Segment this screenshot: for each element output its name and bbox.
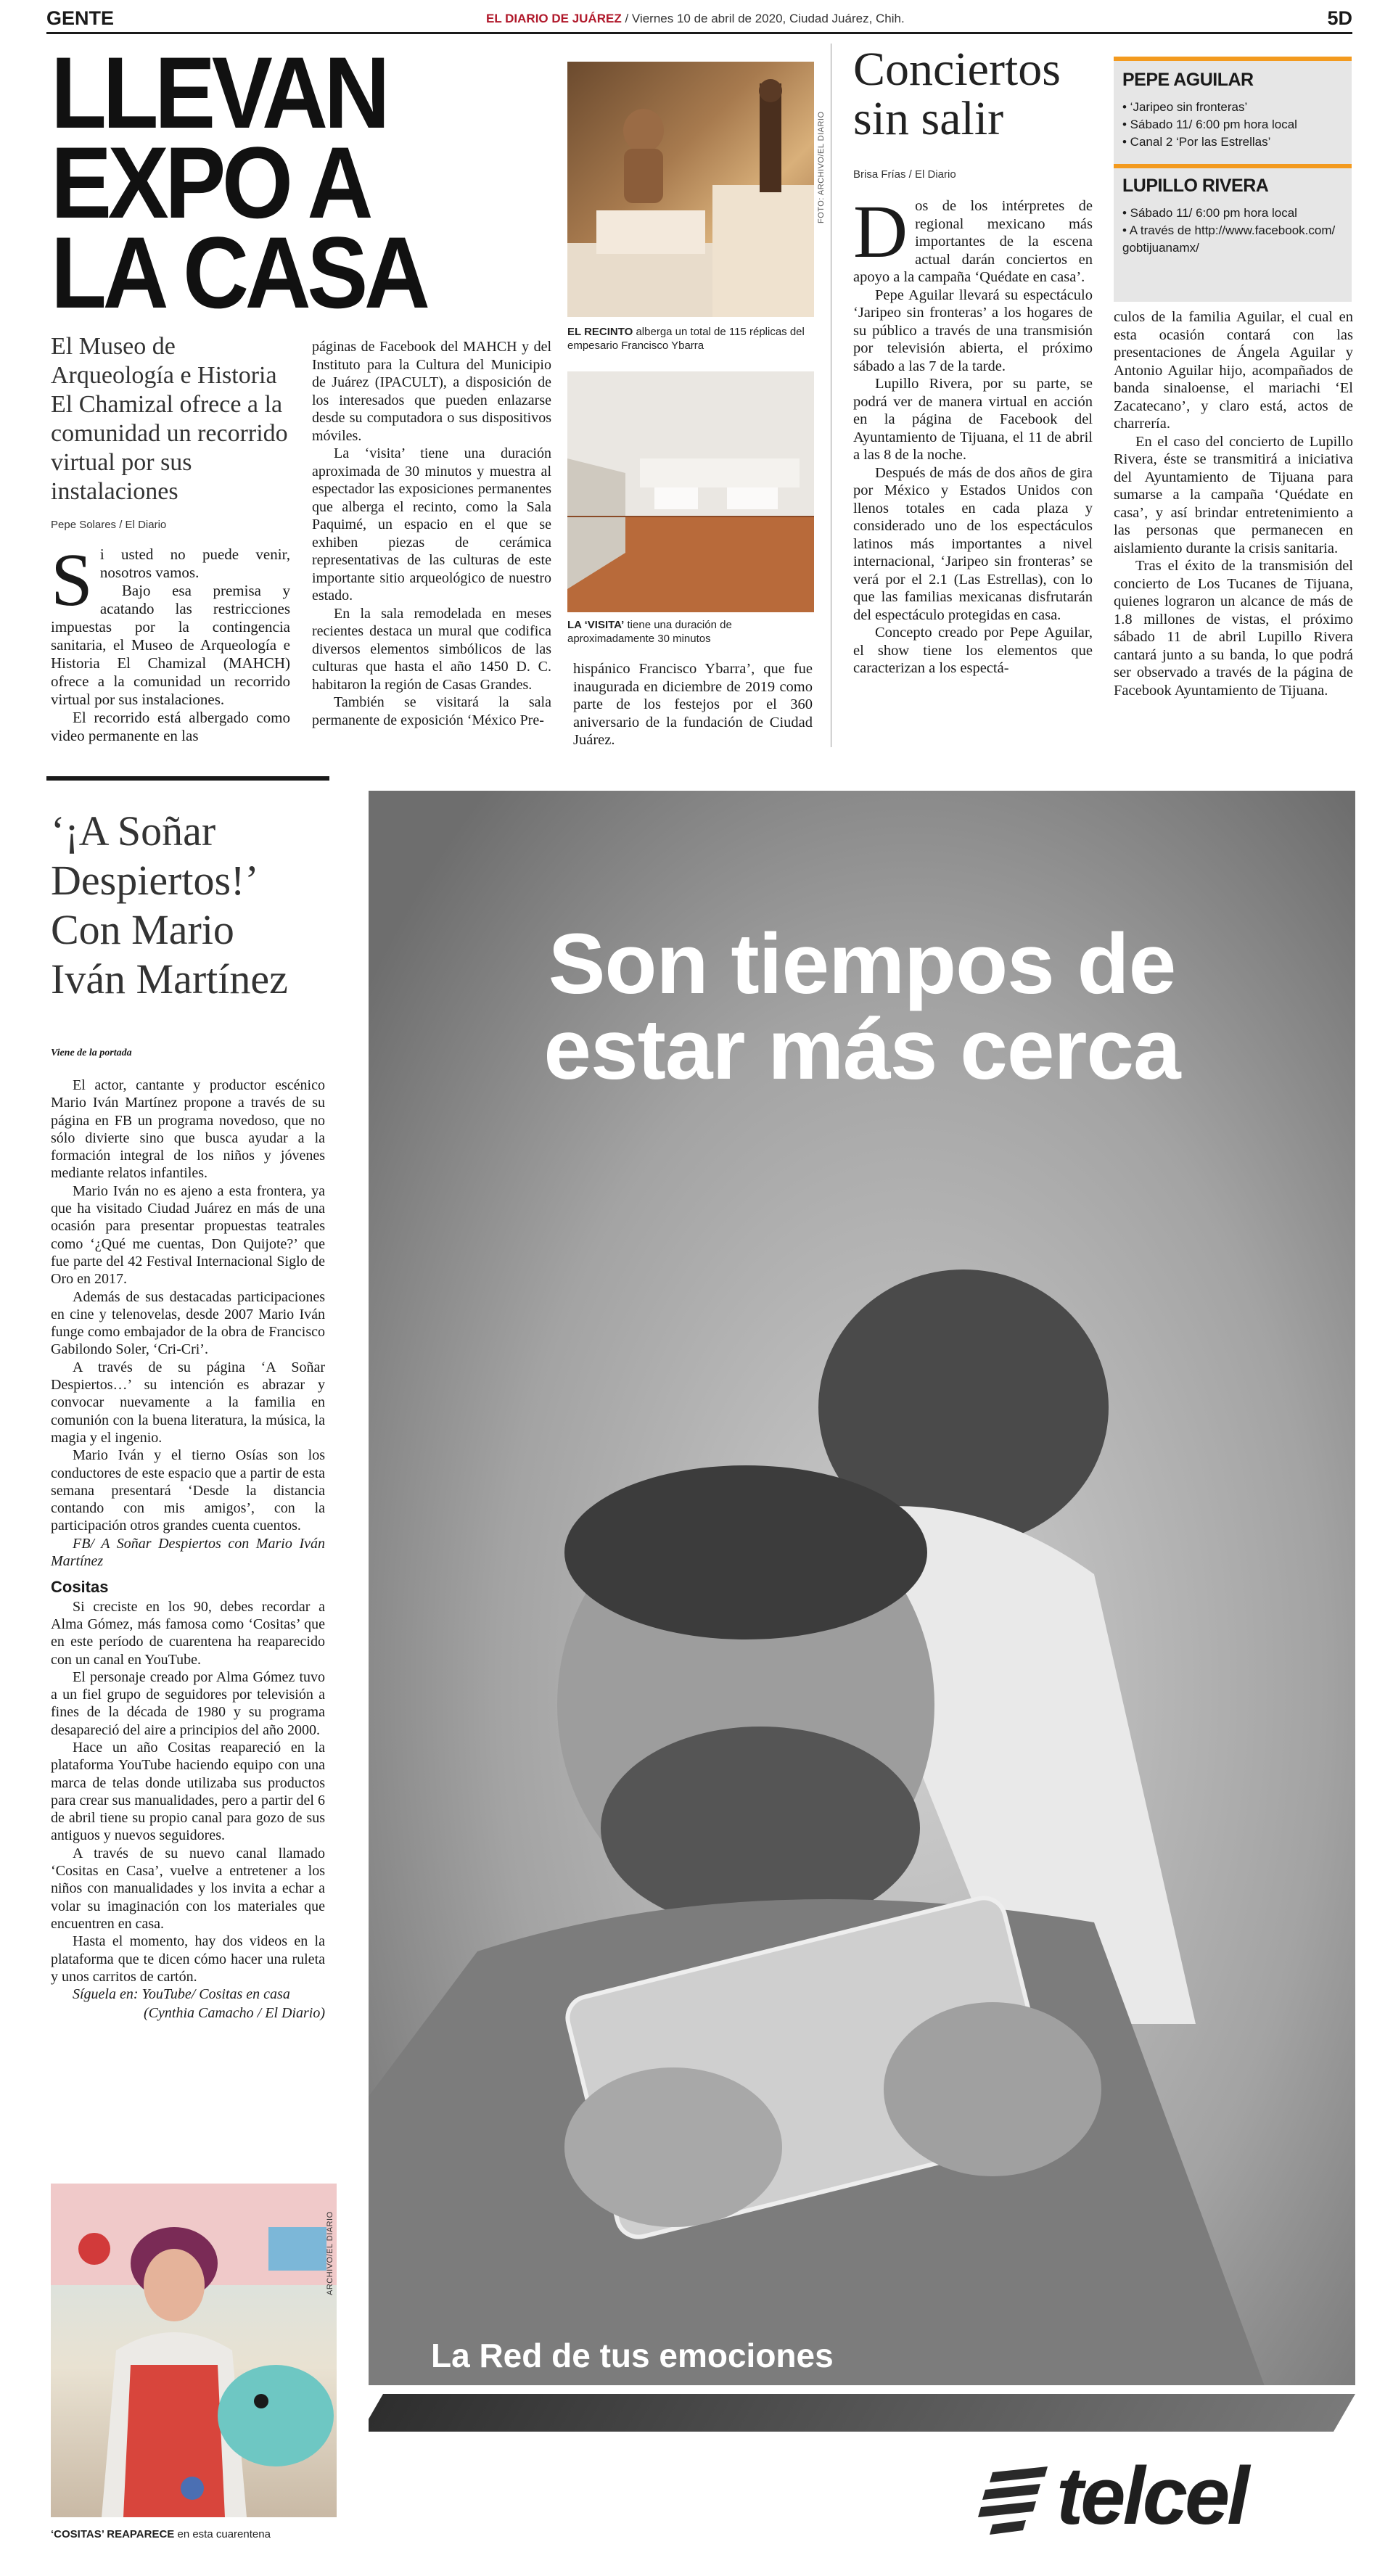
sonar-author: (Cynthia Camacho / El Diario) bbox=[144, 2005, 325, 2022]
telcel-logo bbox=[978, 2451, 1326, 2541]
page-header bbox=[46, 4, 1352, 33]
sonar-p3: Además de sus destacadas participaciones en cine y telenovelas, desde 2007 Mario Iván funge como embajador de la obra de Francisco Gabilondo Soler, ‘Cri-Cri’. bbox=[51, 1288, 325, 1358]
pepe-item-2: • Sábado 11/ 6:00 pm hora local bbox=[1122, 118, 1297, 131]
conciertos-col1-p3: Lupillo Rivera, por su parte, se podrá ver de manera virtual en acción en la página de Facebook del Ayuntamiento de Tijuana, el 11 de abril a las 8 de la noche. bbox=[853, 376, 1093, 463]
telcel-ad bbox=[369, 791, 1355, 2561]
expo-headline-line2: EXPO A bbox=[51, 125, 370, 239]
expo-photo-statue bbox=[567, 62, 814, 317]
lupillo-item-2[interactable]: • A través de http://www.facebook.com/ gobtijuanamx/ bbox=[1122, 223, 1336, 255]
expo-caption2-bold: LA ‘VISITA’ bbox=[567, 619, 625, 631]
lupillo-title: LUPILLO RIVERA bbox=[1122, 176, 1269, 196]
expo-photo-gallery bbox=[567, 371, 814, 612]
box-divider bbox=[1114, 164, 1352, 168]
cositas-p5: Hasta el momento, hay dos videos en la plataforma que te dicen cómo hacer una ruleta y unos carritos de cartón. bbox=[51, 1933, 325, 1985]
sonar-kicker: Viene de la portada bbox=[51, 1048, 132, 1058]
sonar-fb: FB/ A Soñar Despiertos con Mario Iván Martínez bbox=[51, 1535, 325, 1570]
lupillo-item-1: • Sábado 11/ 6:00 pm hora local bbox=[1122, 206, 1297, 220]
expo-col3-p1: hispánico Francisco Ybarra’, que fue inaugurada en diciembre de 2019 como parte de los festejos por el 360 aniversario de la fundación de Ciudad Juárez. bbox=[573, 661, 813, 748]
expo-col1-p3: El recorrido está albergado como video permanente en las bbox=[51, 709, 290, 744]
ad-tagline: La Red de tus emociones bbox=[431, 2337, 834, 2374]
sonar-headline-line3: Con Mario bbox=[51, 906, 234, 953]
sonar-body bbox=[51, 1077, 325, 2022]
expo-col2 bbox=[312, 338, 551, 729]
conciertos-col1-p1: os de los intérpretes de regional mexicano más importantes de la escena actual darán conciertos en apoyo a la campaña ‘Quédate en casa’. bbox=[853, 198, 1093, 285]
conciertos-byline: Brisa Frías / El Diario bbox=[853, 168, 956, 181]
expo-col1-p1: i usted no puede venir, nosotros vamos. bbox=[99, 546, 290, 581]
cositas-siguela: Síguela en: YouTube/ Cositas en casa bbox=[73, 1986, 290, 2003]
expo-byline: Pepe Solares / El Diario bbox=[51, 519, 167, 531]
cositas-caption-bold: ‘COSITAS’ REAPARECE bbox=[51, 2528, 175, 2540]
header-rule bbox=[46, 32, 1352, 34]
ad-headline bbox=[369, 916, 1355, 1098]
cositas-caption bbox=[51, 2527, 337, 2541]
dateline: / Viernes 10 de abril de 2020, Ciudad Juárez, Chih. bbox=[625, 12, 905, 25]
pepe-item-3: • Canal 2 ‘Por las Estrellas’ bbox=[1122, 135, 1271, 149]
cositas-photo-credit: ARCHIVO/EL DIARIO bbox=[326, 2211, 334, 2295]
sonar-top-rule bbox=[46, 776, 329, 781]
expo-headline bbox=[51, 36, 430, 329]
expo-col2-p4: También se visitará la sala permanente de exposición ‘México Pre- bbox=[312, 694, 551, 728]
expo-deck: El Museo de Arqueología e Historia El Chamizal ofrece a la comunidad un recorrido virtual por sus instalaciones bbox=[51, 333, 288, 505]
expo-col2-p3: En la sala remodelada en meses recientes destaca un mural que codifica diversos elementos simbólicos de las culturas que hasta el año 1450 D. C. habitaron la región de Casas Grandes. bbox=[312, 605, 551, 693]
conciertos-col1-p5: Concepto creado por Pepe Aguilar, el show tiene los elementos que caracterizan a los espectá- bbox=[853, 625, 1093, 676]
expo-caption2-text: tiene una duración de aproximadamente 30 minutos bbox=[567, 619, 732, 645]
sonar-p4: A través de su página ‘A Soñar Despiertos…’ su intención es abrazar y convocar nuevamente a la familia en comunión con la buena literatura, la música, la magia y el ingenio. bbox=[51, 1359, 325, 1446]
conciertos-col2-p3: Tras el éxito de la transmisión del concierto de Los Tucanes de Tijuana, quienes lograron un alcance de más de 1.8 millones de vistas, el próximo sábado 11 de abril Lupillo Rivera cantará junto a su banda, lo que podrá ser observado a través de la página de Facebook Ayuntamiento de Tijuana. bbox=[1114, 558, 1353, 699]
ad-stripe bbox=[369, 2394, 1355, 2432]
conciertos-dropcap: D bbox=[853, 190, 908, 273]
gallery-illustration bbox=[567, 371, 814, 612]
ad-headline-line1: Son tiempos de bbox=[548, 916, 1176, 1012]
expo-dropcap: S bbox=[51, 538, 93, 622]
cositas-p3: Hace un año Cositas reapareció en la plataforma YouTube haciendo equipo con una marca de telas donde utilizaba sus productos para crear sus manualidades, pero a partir del 6 de abril tiene su propio canal para gozo de sus antiguos y nuevos seguidores. bbox=[51, 1739, 325, 1844]
conciertos-headline-line2: sin salir bbox=[853, 92, 1004, 145]
telcel-swoosh-icon bbox=[978, 2462, 1058, 2535]
sonar-headline-line4: Iván Martínez bbox=[51, 955, 288, 1003]
conciertos-col1-p4: Después de más de dos años de gira por México y Estados Unidos con llenos totales en cada plaza y considerado uno de los espectáculos latinos más importantes a nivel internacional, ‘Jaripeo sin fronteras’ se verá por el 2.1 (Las Estrellas), con lo que las familias mexicanas disfrutarán del espectáculo protegidas en casa. bbox=[853, 464, 1093, 623]
sonar-p5: Mario Iván y el tierno Osías son los conductores de este espacio que a partir de esta semana presentará ‘Desde la distancia contando con mis amigos’, con la participación otros grandes cuenta cuentos. bbox=[51, 1447, 325, 1534]
section-name: GENTE bbox=[46, 7, 115, 29]
pepe-list bbox=[1122, 99, 1297, 151]
conciertos-headline bbox=[853, 45, 1100, 144]
expo-caption1 bbox=[567, 325, 814, 353]
sonar-p2: Mario Iván no es ajeno a esta frontera, ya que ha visitado Ciudad Juárez en más de una ocasión para presentar propuestas teatrales como ‘¿Qué me cuentas, Don Quijote?’ que fue parte del 42 Festival Internacional Siglo de Oro en 2017. bbox=[51, 1182, 325, 1288]
conciertos-col1-p2: Pepe Aguilar llevará su espectáculo ‘Jaripeo sin fronteras’ a los hogares de su público a través de una transmisión por televisión abierta, el próximo sábado a las 7 de la tarde. bbox=[853, 287, 1093, 374]
expo-caption1-bold: EL RECINTO bbox=[567, 326, 633, 338]
expo-caption2 bbox=[567, 618, 814, 646]
newspaper-name: EL DIARIO DE JUÁREZ bbox=[486, 12, 622, 25]
conciertos-col2-p2: En el caso del concierto de Lupillo Rivera, éste se transmitirá a iniciativa del Ayuntamiento de Tijuana para sumarse a la campaña ‘Quédate en casa’, y así brindar entretenimiento a las personas que permanecen en aislamiento durante la crisis sanitaria. bbox=[1114, 433, 1353, 556]
expo-col1-p2: Bajo esa premisa y acatando las restricciones impuestas por la contingencia sanitaria, el Museo de Arqueología e Historia El Chamizal (MAHCH) ofrece a la comunidad un recorrido virtual por sus instalaciones. bbox=[51, 582, 290, 708]
expo-col3 bbox=[573, 660, 813, 749]
ad-headline-line2: estar más cerca bbox=[543, 1002, 1180, 1098]
sonar-headline bbox=[51, 807, 341, 1004]
info-box bbox=[1114, 57, 1352, 302]
expo-caption1-text: alberga un total de 115 réplicas del empesario Francisco Ybarra bbox=[567, 326, 805, 352]
cositas-p1: Si creciste en los 90, debes recordar a Alma Gómez, más famosa como ‘Cositas’ que en este período de cuarentena ha reaparecido con un canal en YouTube. bbox=[51, 1598, 325, 1668]
conciertos-col1 bbox=[853, 190, 1093, 678]
statue-illustration bbox=[567, 62, 814, 317]
cositas-p4: A través de su nuevo canal llamado ‘Cositas en Casa’, vuelve a entretener a los niños con manualidades y los invita a echar a volar su imaginación con los materiales que encuentren en casa. bbox=[51, 1845, 325, 1932]
dateline-wrap bbox=[486, 12, 905, 26]
conciertos-headline-line1: Conciertos bbox=[853, 43, 1061, 96]
expo-photo-credit: FOTO: ARCHIVO/EL DIARIO bbox=[817, 111, 826, 223]
cositas-p2: El personaje creado por Alma Gómez tuvo a un fiel grupo de seguidores por televisión a fines de la década de 1980 y su programa desapareció del aire a principios del año 2000. bbox=[51, 1668, 325, 1738]
expo-headline-line1: LLEVAN bbox=[51, 36, 387, 149]
pepe-item-1: • ‘Jaripeo sin fronteras’ bbox=[1122, 100, 1248, 114]
expo-headline-line3: LA CASA bbox=[51, 215, 427, 329]
lupillo-list bbox=[1122, 205, 1344, 257]
telcel-wordmark: telcel bbox=[1056, 2451, 1247, 2541]
expo-col1 bbox=[51, 538, 290, 745]
conciertos-col2-p1: culos de la familia Aguilar, el cual en esta ocasión contará con las presentaciones de Ángela Aguilar y Antonio Aguilar hijo, acompañados de banda sinaloense, el mariachi ‘El Zacatecano’, y claro está, actos de charrería. bbox=[1114, 309, 1353, 432]
cositas-title: Cositas bbox=[51, 1578, 109, 1597]
cositas-photo bbox=[51, 2184, 337, 2517]
expo-col2-p1: páginas de Facebook del MAHCH y del Instituto para la Cultura del Municipio de Juárez (IPACULT), a disposición de los interesados que pueden enlazarse desde su computadora o sus dispositivos móviles. bbox=[312, 339, 551, 444]
sonar-headline-line1: ‘¡A Soñar bbox=[51, 807, 216, 855]
cositas-caption-text: en esta cuarentena bbox=[177, 2528, 271, 2540]
cositas-illustration bbox=[51, 2184, 337, 2517]
expo-col2-p2: La ‘visita’ tiene una duración aproximada de 30 minutos y muestra al espectador las exposiciones permanentes que alberga el recinto, como la Sala Paquimé, un espacio en el que se exhiben piezas de cerámica representativas de las culturas de este importante sitio arqueológico de nuestro estado. bbox=[312, 445, 551, 604]
sonar-headline-line2: Despiertos!’ bbox=[51, 857, 259, 904]
page-number: 5D bbox=[1327, 7, 1352, 29]
sonar-p1: El actor, cantante y productor escénico Mario Iván Martínez propone a través de su página en FB un programa novedoso, que no sólo divierte sino que busca ayudar a la formación integral de los niños y jóvenes mediante relatos infantiles. bbox=[51, 1077, 325, 1182]
pepe-title: PEPE AGUILAR bbox=[1122, 70, 1254, 90]
conciertos-col2 bbox=[1114, 308, 1353, 699]
